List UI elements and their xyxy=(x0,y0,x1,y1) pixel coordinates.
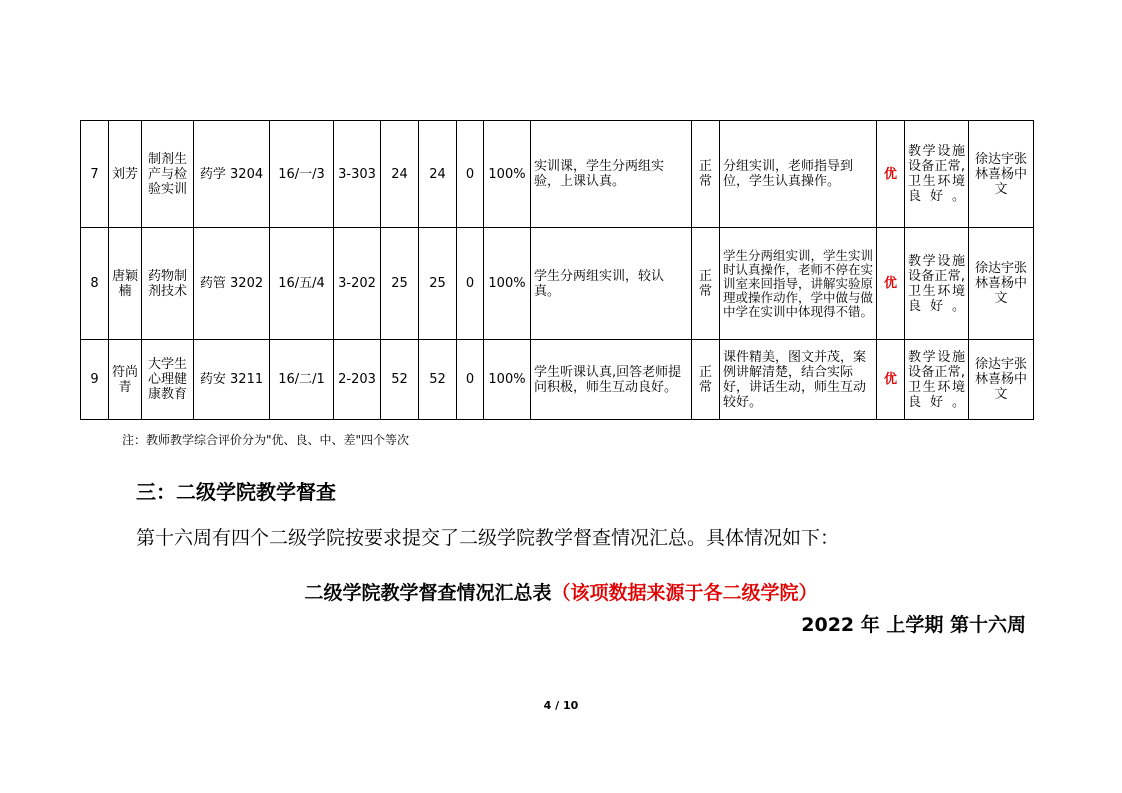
classroom: 3-202 xyxy=(334,228,381,340)
expected-count: 24 xyxy=(381,121,419,228)
table-row xyxy=(81,121,1034,228)
order-status: 正常 xyxy=(692,340,720,420)
course-name: 药物制剂技术 xyxy=(142,228,194,340)
class-name: 药管 3202 xyxy=(194,228,270,340)
expected-count: 25 xyxy=(381,228,419,340)
teaching-note: 分组实训，老师指导到位，学生认真操作。 xyxy=(720,121,877,228)
teacher-name: 刘芳 xyxy=(109,121,142,228)
student-note: 实训课，学生分两组实验，上课认真。 xyxy=(531,121,692,228)
grade: 优 xyxy=(877,228,905,340)
class-name: 药学 3204 xyxy=(194,121,270,228)
inspectors: 徐达宇张林喜杨中文 xyxy=(969,340,1034,420)
order-status: 正常 xyxy=(692,228,720,340)
actual-count: 24 xyxy=(419,121,457,228)
grade: 优 xyxy=(877,121,905,228)
environment-note: 教学设施设备正常,卫生环境良好。 xyxy=(905,228,969,340)
attendance-rate: 100% xyxy=(484,121,531,228)
absent-count: 0 xyxy=(457,340,484,420)
table-row xyxy=(81,228,1034,340)
actual-count: 52 xyxy=(419,340,457,420)
environment-note: 教学设施设备正常,卫生环境良好。 xyxy=(905,121,969,228)
course-name: 制剂生产与检验实训 xyxy=(142,121,194,228)
classroom: 2-203 xyxy=(334,340,381,420)
attendance-rate: 100% xyxy=(484,340,531,420)
environment-note: 教学设施设备正常,卫生环境良好。 xyxy=(905,340,969,420)
inspection-record-table xyxy=(80,120,1034,420)
page-number: 4 / 10 xyxy=(543,699,579,712)
attendance-rate: 100% xyxy=(484,228,531,340)
week-day-period: 16/二/1 xyxy=(270,340,334,420)
row-no: 9 xyxy=(81,340,109,420)
teaching-note: 课件精美，图文并茂，案例讲解清楚，结合实际好，讲话生动，师生互动较好。 xyxy=(720,340,877,420)
section-heading: 三：二级学院教学督查 xyxy=(136,480,336,504)
classroom: 3-303 xyxy=(334,121,381,228)
term-line: 2022 年 上学期 第十六周 xyxy=(801,614,1026,636)
summary-table-title-main: 二级学院教学督查情况汇总表 xyxy=(304,582,552,604)
absent-count: 0 xyxy=(457,121,484,228)
actual-count: 25 xyxy=(419,228,457,340)
teacher-name: 符尚青 xyxy=(109,340,142,420)
body-paragraph: 第十六周有四个二级学院按要求提交了二级学院教学督查情况汇总。具体情况如下： xyxy=(136,527,840,549)
summary-table-title xyxy=(0,578,1122,605)
teacher-name: 唐颖楠 xyxy=(109,228,142,340)
table-footnote: 注：教师教学综合评价分为"优、良、中、差"四个等次 xyxy=(122,433,410,447)
teaching-note: 学生分两组实训，学生实训时认真操作，老师不停在实训室来回指导，讲解实验原理或操作动作，学中做与做中学在实训中体现得不错。 xyxy=(720,228,877,340)
student-note: 学生听课认真,回答老师提问积极，师生互动良好。 xyxy=(531,340,692,420)
summary-table-title-source: （该项数据来源于各二级学院） xyxy=(551,582,818,604)
inspectors: 徐达宇张林喜杨中文 xyxy=(969,121,1034,228)
absent-count: 0 xyxy=(457,228,484,340)
class-name: 药安 3211 xyxy=(194,340,270,420)
grade: 优 xyxy=(877,340,905,420)
order-status: 正常 xyxy=(692,121,720,228)
week-day-period: 16/五/4 xyxy=(270,228,334,340)
course-name: 大学生心理健康教育 xyxy=(142,340,194,420)
row-no: 7 xyxy=(81,121,109,228)
inspectors: 徐达宇张林喜杨中文 xyxy=(969,228,1034,340)
row-no: 8 xyxy=(81,228,109,340)
student-note: 学生分两组实训，较认真。 xyxy=(531,228,692,340)
expected-count: 52 xyxy=(381,340,419,420)
week-day-period: 16/一/3 xyxy=(270,121,334,228)
table-row xyxy=(81,340,1034,420)
